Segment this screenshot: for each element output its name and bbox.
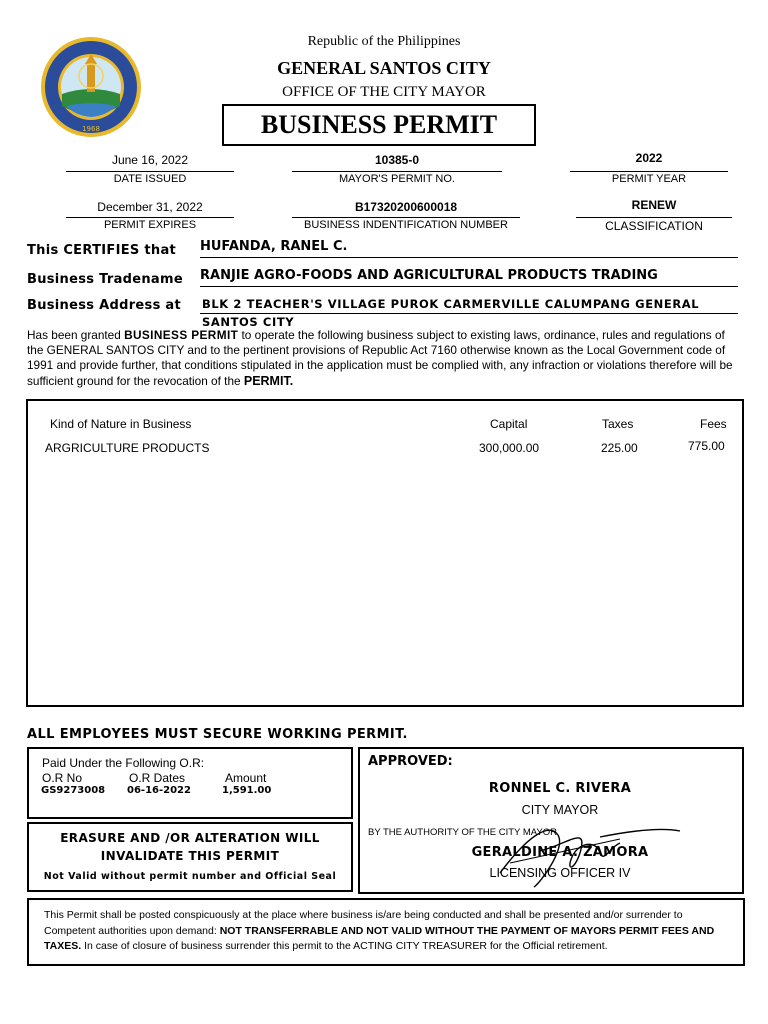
- mayor-title: CITY MAYOR: [521, 803, 599, 817]
- footer-box: [27, 898, 745, 966]
- page-title: BUSINESS PERMIT: [222, 104, 536, 146]
- svg-text:1968: 1968: [82, 125, 100, 133]
- certifies-label: This CERTIFIES that: [27, 243, 177, 258]
- capital-header: Capital: [490, 417, 528, 431]
- amount-value: 1,591.00: [222, 785, 272, 796]
- employees-notice: ALL EMPLOYEES MUST SECURE WORKING PERMIT.: [27, 727, 408, 742]
- mayor-name: RONNEL C. RIVERA: [488, 781, 632, 796]
- authority-text: BY THE AUTHORITY OF THE CITY MAYOR: [368, 827, 557, 838]
- address-label: Business Address at: [27, 298, 182, 313]
- permit-year-value: 2022: [570, 151, 728, 172]
- granted-bold-1: BUSINESS PERMIT: [124, 328, 239, 342]
- table-row-taxes: 225.00: [601, 441, 638, 455]
- erasure-box: [27, 822, 353, 892]
- erasure-line-1: ERASURE AND /OR ALTERATION WILL: [60, 831, 320, 845]
- granted-text-2: to operate the following business subject to existing laws, ordinance, rules and regulations of the GENERAL SANTOS CITY and to the pertinent provisions of Republic Act 7160 otherwise known as the Local Government code of 1991 and provide further, that conditions stipulated in the application must be complied with, any infraction or violations therefore will be sufficient ground for the revocation of the: [27, 328, 733, 388]
- tradename-value: RANJIE AGRO-FOODS AND AGRICULTURAL PRODUCTS TRADING: [200, 268, 738, 287]
- bin-value: B17320200600018: [292, 200, 520, 218]
- erasure-line-3: Not Valid without permit number and Official Seal: [43, 871, 337, 882]
- permit-no-value: 10385-0: [292, 153, 502, 172]
- address-value: BLK 2 TEACHER'S VILLAGE PUROK CARMERVILLE CALUMPANG GENERAL SANTOS CITY: [202, 297, 700, 329]
- permit-expires-value: December 31, 2022: [66, 200, 234, 218]
- or-no-value: GS9273008: [41, 785, 106, 796]
- granted-paragraph: [27, 328, 743, 389]
- owner-name: HUFANDA, RANEL C.: [200, 239, 738, 258]
- fees-header: Fees: [700, 417, 727, 431]
- granted-bold-2: PERMIT.: [243, 373, 294, 388]
- table-row-capital: 300,000.00: [479, 441, 540, 455]
- payment-title: Paid Under the Following O.R:: [42, 756, 205, 770]
- officer-name: GERALDINE A. ZAMORA: [471, 845, 649, 860]
- footer-text-2: In case of closure of business surrender this permit to the ACTING CITY TREASURER for the Official retirement.: [81, 940, 608, 952]
- classification-value: RENEW: [576, 198, 732, 218]
- taxes-header: Taxes: [602, 417, 634, 431]
- footer-bold: NOT TRANSFERRABLE AND NOT VALID WITHOUT THE PAYMENT OF MAYORS PERMIT FEES AND TAXES.: [44, 924, 715, 952]
- or-no-header: O.R No: [42, 771, 83, 785]
- bin-label: BUSINESS INDENTIFICATION NUMBER: [304, 219, 508, 231]
- table-row-fees: 775.00: [688, 439, 725, 453]
- approved-label: APPROVED:: [368, 754, 453, 769]
- erasure-line-2: INVALIDATE THIS PERMIT: [100, 849, 280, 863]
- business-table: [26, 399, 744, 707]
- amount-header: Amount: [225, 771, 267, 785]
- or-dates-value: 06-16-2022: [127, 785, 191, 796]
- office-name: OFFICE OF THE CITY MAYOR: [282, 84, 486, 100]
- footer-text: [44, 908, 734, 955]
- signature-mark: [470, 813, 690, 893]
- city-seal: [40, 36, 142, 138]
- date-issued-value: June 16, 2022: [66, 153, 234, 172]
- granted-text-1: Has been granted: [27, 328, 125, 342]
- classification-label: CLASSIFICATION: [605, 219, 703, 233]
- payment-box: [27, 747, 353, 819]
- permit-no-label: MAYOR'S PERMIT NO.: [339, 173, 455, 185]
- or-dates-header: O.R Dates: [129, 771, 186, 785]
- tradename-label: Business Tradename: [27, 272, 183, 287]
- kind-header: Kind of Nature in Business: [50, 417, 192, 431]
- date-issued-label: DATE ISSUED: [113, 173, 187, 185]
- permit-expires-label: PERMIT EXPIRES: [103, 219, 197, 231]
- approval-box: [358, 747, 744, 894]
- permit-year-label: PERMIT YEAR: [611, 173, 687, 185]
- table-row-kind: ARGRICULTURE PRODUCTS: [45, 441, 210, 455]
- republic-line: Republic of the Philippines: [307, 34, 461, 49]
- city-name: GENERAL SANTOS CITY: [277, 58, 491, 78]
- officer-title: LICENSING OFFICER IV: [489, 866, 631, 880]
- footer-text-1: This Permit shall be posted conspicuously at the place where business is/are being conducted and shall be presented and/or surrender to Competent authorities upon demand:: [44, 909, 683, 937]
